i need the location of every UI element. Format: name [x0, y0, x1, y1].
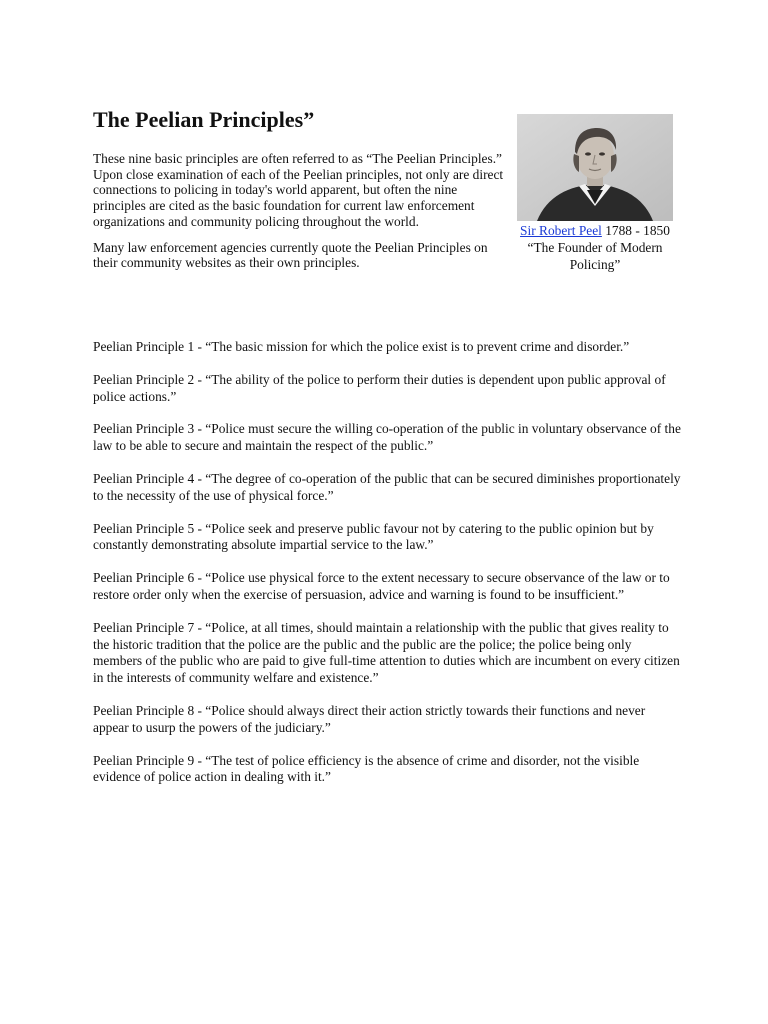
principles-list: [93, 339, 683, 802]
principle-item: Peelian Principle 1 - “The basic mission for which the police exist is to prevent crime and disorder.”: [93, 339, 630, 354]
sir-robert-peel-link[interactable]: Sir Robert Peel: [520, 223, 602, 238]
intro-paragraph: These nine basic principles are often referred to as “The Peelian Principles.” Upon close examination of each of the Peelian principles, not only are direct connections to policing in today's world apparent, but often the nine principles are cited as the basic foundation for current law enforcement organizations and community policing throughout the world.: [93, 151, 504, 229]
principle-item: Peelian Principle 4 - “The degree of co-operation of the public that can be secured diminishes proportionately to the necessity of the use of physical force.”: [93, 470, 681, 503]
principle-item: Peelian Principle 7 - “Police, at all times, should maintain a relationship with the public that gives reality to the historic tradition that the police are the public and the public are the police; the police being only members of the public who are paid to give full-time attention to duties which are incumbent on every citizen in the interests of community welfare and existence.”: [93, 619, 680, 686]
principle-item: Peelian Principle 2 - “The ability of the police to perform their duties is dependent upon public approval of police actions.”: [93, 371, 666, 404]
intro-paragraph: Many law enforcement agencies currently quote the Peelian Principles on their community websites as their own principles.: [93, 239, 488, 271]
intro-section: [93, 151, 511, 281]
portrait-tagline: “The Founder of Modern Policing”: [527, 239, 663, 272]
portrait-figure: [511, 114, 679, 273]
principle-item: Peelian Principle 5 - “Police seek and preserve public favour not by catering to the public opinion but by constantly demonstrating absolute impartial service to the law.”: [93, 520, 654, 553]
portrait-caption: [511, 223, 679, 273]
principle-item: Peelian Principle 6 - “Police use physical force to the extent necessary to secure observance of the law or to restore order only when the exercise of persuasion, advice and warning is found to be insufficient.”: [93, 570, 670, 602]
portrait-years: 1788 - 1850: [601, 223, 670, 238]
principle-item: Peelian Principle 8 - “Police should always direct their action strictly towards their functions and never appear to usurp the powers of the judiciary.”: [93, 702, 646, 735]
document-title: The Peelian Principles”: [93, 107, 315, 132]
portrait-image: [517, 114, 673, 221]
principle-item: Peelian Principle 3 - “Police must secure the willing co-operation of the public in voluntary observance of the law to be able to secure and maintain the respect of the public.”: [93, 421, 681, 454]
principle-item: Peelian Principle 9 - “The test of police efficiency is the absence of crime and disorder, not the visible evidence of police action in dealing with it.”: [93, 752, 640, 785]
